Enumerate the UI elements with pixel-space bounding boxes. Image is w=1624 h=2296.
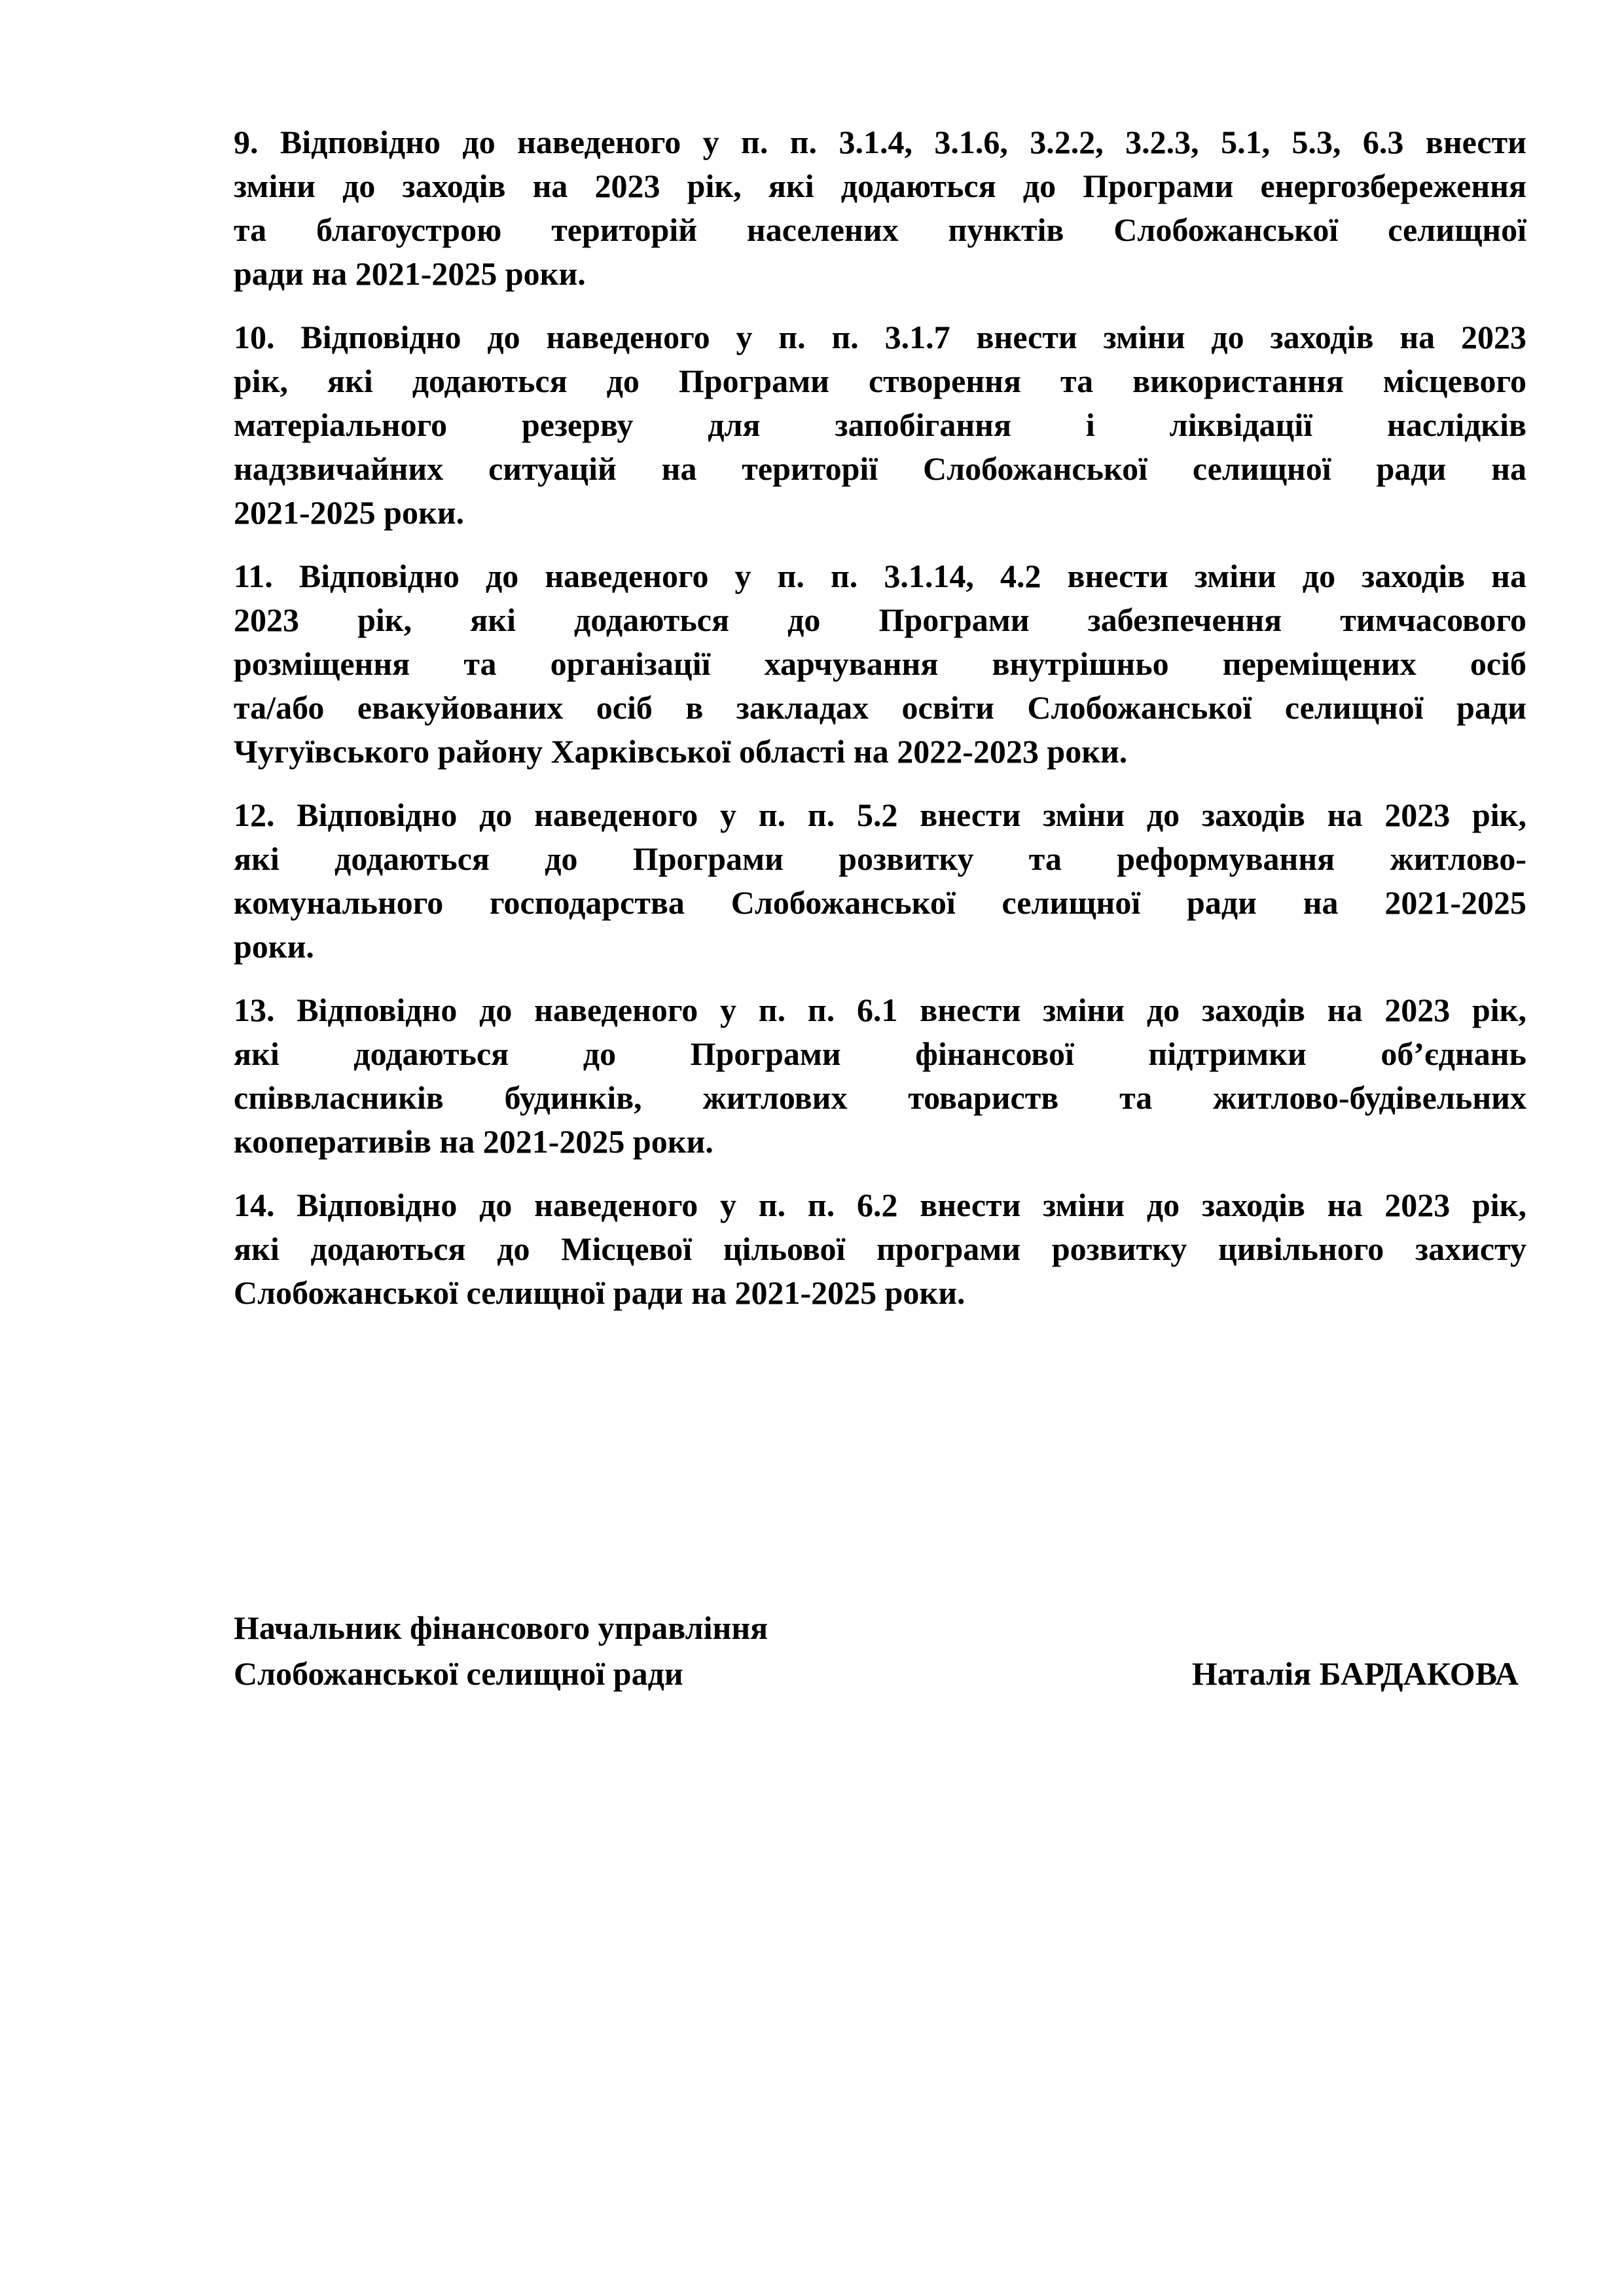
paragraph-line: та благоустрою територій населених пунктів Слобожанської селищної bbox=[234, 211, 1526, 248]
paragraph-line: рік, які додаються до Програми створення та використання місцевого bbox=[234, 363, 1526, 399]
signer-name: Наталія БАРДАКОВА bbox=[1191, 1655, 1519, 1692]
paragraph-line: роки. bbox=[234, 928, 314, 965]
paragraph-line: 14. Відповідно до наведеного у п. п. 6.2 внести зміни до заходів на 2023 рік, bbox=[234, 1187, 1526, 1223]
paragraph-line: які додаються до Програми фінансової підтримки об’єднань bbox=[234, 1035, 1526, 1072]
paragraph-line: кооперативів на 2021-2025 роки. bbox=[234, 1123, 713, 1160]
paragraph-line: та/або евакуйованих осіб в закладах освіти Слобожанської селищної ради bbox=[234, 689, 1526, 726]
paragraph-item-9 bbox=[234, 120, 1526, 296]
paragraph-line: які додаються до Місцевої цільової програми розвитку цивільного захисту bbox=[234, 1230, 1526, 1267]
paragraph-line: 9. Відповідно до наведеного у п. п. 3.1.4, 3.1.6, 3.2.2, 3.2.3, 5.1, 5.3, 6.3 внести bbox=[234, 124, 1526, 160]
paragraph-line: 10. Відповідно до наведеного у п. п. 3.1.7 внести зміни до заходів на 2023 bbox=[234, 319, 1526, 355]
paragraph-line: 12. Відповідно до наведеного у п. п. 5.2 внести зміни до заходів на 2023 рік, bbox=[234, 797, 1526, 833]
paragraph-line: 2023 рік, які додаються до Програми забезпечення тимчасового bbox=[234, 601, 1526, 638]
paragraph-line: розміщення та організації харчування внутрішньо переміщених осіб bbox=[234, 645, 1526, 682]
paragraph-item-10 bbox=[234, 315, 1526, 535]
paragraph-item-11 bbox=[234, 554, 1526, 774]
document-body bbox=[234, 120, 1526, 1335]
paragraph-line: ради на 2021-2025 роки. bbox=[234, 255, 586, 292]
paragraph-item-12 bbox=[234, 793, 1526, 969]
paragraph-line: 11. Відповідно до наведеного у п. п. 3.1.14, 4.2 внести зміни до заходів на bbox=[234, 558, 1526, 594]
signature-block bbox=[234, 1605, 1519, 1696]
paragraph-line: зміни до заходів на 2023 рік, які додаються до Програми енергозбереження bbox=[234, 168, 1526, 204]
signer-position-line2: Слобожанської селищної ради bbox=[234, 1655, 683, 1692]
paragraph-line: які додаються до Програми розвитку та реформування житлово- bbox=[234, 840, 1526, 877]
paragraph-line: співвласників будинків, житлових товариств та житлово-будівельних bbox=[234, 1079, 1526, 1116]
paragraph-line: комунального господарства Слобожанської селищної ради на 2021-2025 bbox=[234, 884, 1526, 921]
paragraph-line: Слобожанської селищної ради на 2021-2025 роки. bbox=[234, 1274, 965, 1311]
signer-position-line1: Начальник фінансового управління bbox=[234, 1609, 768, 1646]
paragraph-line: Чугуївського району Харківської області на 2022-2023 роки. bbox=[234, 733, 1128, 770]
paragraph-item-13 bbox=[234, 988, 1526, 1164]
paragraph-line: 13. Відповідно до наведеного у п. п. 6.1 внести зміни до заходів на 2023 рік, bbox=[234, 992, 1526, 1028]
paragraph-line: 2021-2025 роки. bbox=[234, 494, 465, 531]
paragraph-item-14 bbox=[234, 1183, 1526, 1315]
paragraph-line: надзвичайних ситуацій на території Слобожанської селищної ради на bbox=[234, 450, 1526, 487]
paragraph-line: матеріального резерву для запобігання і ліквідації наслідків bbox=[234, 406, 1526, 443]
